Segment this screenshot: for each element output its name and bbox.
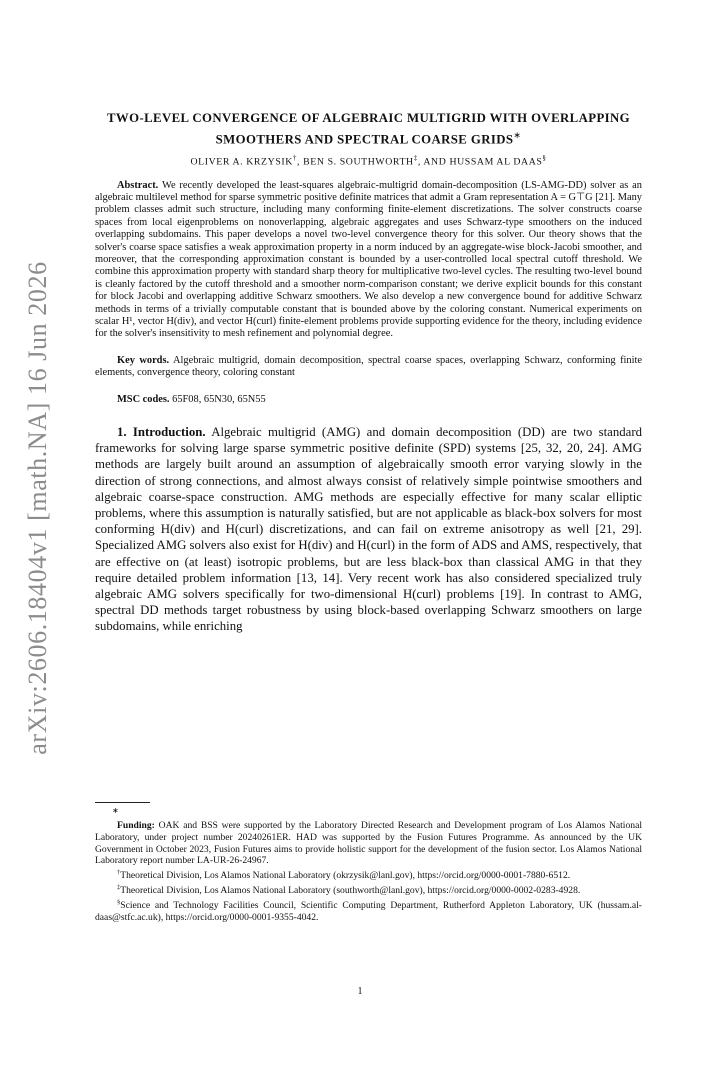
author-mark: § [542,154,547,163]
footnote-mark: † [117,869,121,877]
author-name: BEN S. SOUTHWORTH [303,156,414,168]
msc-codes [95,394,642,406]
keywords-text: Algebraic multigrid, domain decomposition, spectral coarse spaces, overlapping Schwarz, conforming finite elements, convergence theory, coloring constant [95,354,642,379]
footnote-rule [95,802,150,803]
affiliation-footnote [95,867,642,882]
abstract-label: Abstract. [117,179,159,191]
page-content [95,110,642,635]
title-footnote-mark: ∗ [513,130,522,140]
author-separator: , [297,156,304,168]
affiliation-text: Theoretical Division, Los Alamos National Laboratory (southworth@lanl.gov), https://orcid.org/0000-0002-0283-4928. [120,885,581,897]
affiliation-footnote [95,897,642,924]
introduction-text: Algebraic multigrid (AMG) and domain decomposition (DD) are two standard frameworks for solving large sparse symmetric positive definite (SPD) systems [25, 32, 20, 24]. AMG methods are largely built around an assumption of algebraically smooth error varying slowly in the direction of strong connections, and almost always consist of relatively simple pointwise smoothers and algebraic coarse-space construction. AMG methods are especially effective for many scalar elliptic problems, where this assumption is naturally satisfied, but are not applicable as black-box solvers for most conforming H(div) and H(curl) discretizations, and can fail on extreme anisotropy as well [21, 29]. Specialized AMG solvers also exist for H(div) and H(curl) in the form of ADS and AMS, respectively, that are effective on (at least) isotropic problems, but are less black-box than classical AMG in that they require detailed problem information [13, 14]. Very recent work has also considered specialized truly algebraic AMG solvers specifically for two-dimensional H(curl) problems [19]. In contrast to AMG, spectral DD methods target robustness by using block-based overlapping Schwarz smoothers on large subdomains, while enriching [95,425,642,634]
arxiv-sidebar [8,248,68,768]
funding-label: Funding: [117,820,155,831]
footnote-mark: ‡ [117,884,121,892]
section-heading: 1. Introduction. [117,425,206,440]
abstract [95,180,642,341]
abstract-text: We recently developed the least-squares algebraic-multigrid domain-decomposition (LS-AMG-DD) solver as an algebraic multilevel method for sparse symmetric positive definite matrices that admit a Gram representation A = G⊤G [21]. Many problem classes admit such structure, including many conforming finite-element discretizations. The solver constructs coarse spaces from local eigenproblems on nonoverlapping, algebraic aggregates and uses Schwarz-type smoothers on the induced overlapping subdomains. This paper develops a novel two-level convergence theory for this solver. Our theory shows that the solver's coarse space satisfies a weak approximation property in a norm induced by an aggregate-wise block-Jacobi smoother, and moreover, that the corresponding approximation constant is bounded by a user-controlled local spectral cutoff threshold. We combine this approximation property with standard sharp theory for multiplicative two-level cycles. The resulting two-level bound is cleanly factored by the cutoff threshold and a smoother norm-comparison constant; we derive explicit bounds for this constant for block Jacobi and overlapping additive Schwarz smoothers. We also develop a new convergence bound for additive Schwarz methods in terms of a trivially computable constant that is bounded above by the coloring constant. Numerical experiments on scalar H¹, vector H(div), and vector H(curl) finite-element problems provide supporting evidence for the theory, including evidence for the solver's insensitivity to mesh refinement and polynomial degree. [95,179,642,340]
keywords [95,355,642,380]
author-name: OLIVER A. KRZYSIK [190,156,293,168]
author-mark: † [292,154,298,163]
footnote-star-mark: ∗ [112,806,119,815]
page-number: 1 [357,986,363,997]
arxiv-identifier: arXiv:2606.18404v1 [math.NA] 16 Jun 2026 [23,261,52,755]
author-separator: , AND [417,156,450,168]
msc-text: 65F08, 65N30, 65N55 [172,393,266,405]
introduction-section [95,424,642,635]
affiliation-text: Theoretical Division, Los Alamos National Laboratory (okrzysik@lanl.gov), https://orcid.org/0000-0001-7880-6512. [120,870,571,882]
author-mark: ‡ [413,154,418,163]
paper-title-text: TWO-LEVEL CONVERGENCE OF ALGEBRAIC MULTIGRID WITH OVERLAPPING SMOOTHERS AND SPECTRAL COARSE GRIDS [106,111,631,147]
footnotes [95,820,642,924]
author-list [95,154,642,167]
funding-footnote [95,820,642,867]
author-name: HUSSAM AL DAAS [449,156,543,168]
paper-title [95,110,642,148]
affiliation-text: Science and Technology Facilities Council, Scientific Computing Department, Rutherford Appleton Laboratory, UK (hussam.al-daas@stfc.ac.uk), https://orcid.org/0000-0001-9355-4042. [95,900,642,924]
affiliation-footnote [95,882,642,897]
keywords-label: Key words. [117,354,170,366]
msc-label: MSC codes. [117,393,170,405]
funding-text: OAK and BSS were supported by the Laboratory Directed Research and Development program of Los Alamos National Laboratory, under project number 20240261ER. HAD was supported by the Fusion Futures Programme. As announced by the UK Government in October 2023, Fusion Futures aims to provide holistic support for the development of the fusion sector. Los Alamos National Laboratory report number LA-UR-26-24967. [95,820,642,867]
footnote-mark: § [117,899,121,907]
